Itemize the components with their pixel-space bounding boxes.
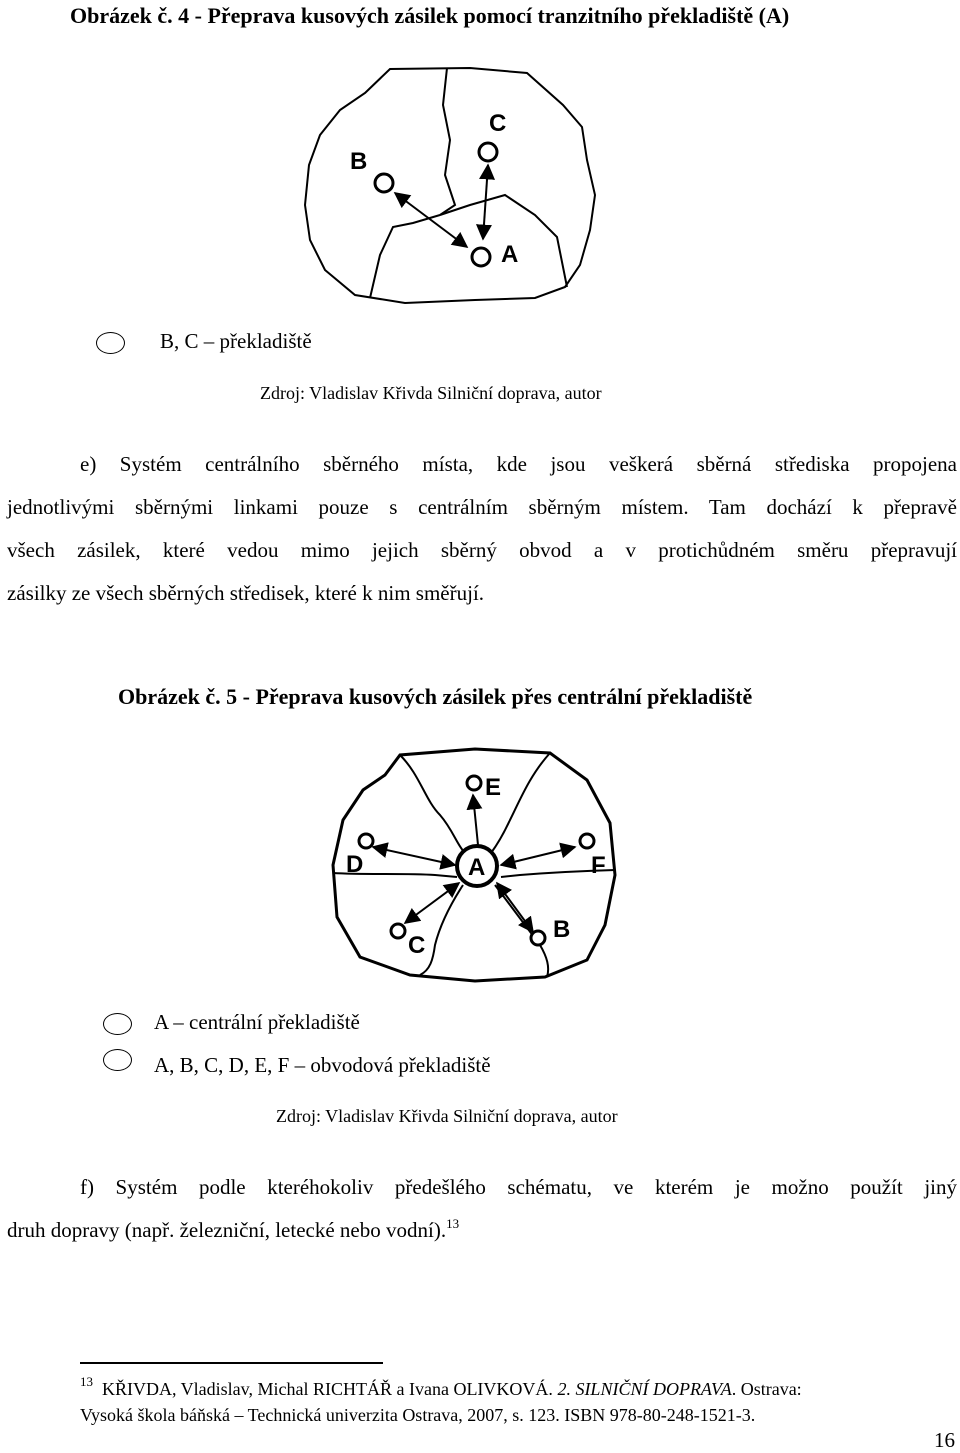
- node-b: [375, 174, 393, 192]
- paragraph-e: [7, 443, 957, 615]
- text-line: e) Systém centrálního sběrného místa, kde jsou veškerá sběrná střediska propojena: [80, 452, 957, 476]
- label-b: B: [350, 148, 368, 175]
- text-line: druh dopravy (např. železniční, letecké nebo vodní).: [7, 1218, 447, 1242]
- footnote-text: . Ostrava:: [731, 1379, 802, 1399]
- label-c: C: [408, 932, 426, 959]
- text-line: všech zásilek, které vedou mimo jejich sběrný obvod a v protichůdném směru přepravují: [7, 538, 957, 562]
- figure-4-caption: Obrázek č. 4 - Přeprava kusových zásilek pomocí tranzitního překladiště (A): [70, 3, 790, 28]
- footnote-title: 2. SILNIČNÍ DOPRAVA: [557, 1379, 732, 1399]
- link-a-b: [497, 883, 533, 932]
- label-f: F: [591, 852, 606, 879]
- footnote-ref: 13: [446, 1216, 460, 1231]
- region-boundary: [491, 753, 550, 853]
- page-number: 16: [934, 1428, 955, 1452]
- label-b: B: [553, 916, 571, 943]
- figure-4-diagram: [295, 65, 615, 305]
- region-boundary: [370, 215, 440, 298]
- footnote-line-2: Vysoká škola báňská – Technická univerzita Ostrava, 2007, s. 123. ISBN 978-80-248-1521-3.: [80, 1405, 756, 1425]
- link-a-c: [405, 883, 459, 923]
- footnote-text: KŘIVDA, Vladislav, Michal RICHTÁŘ a Ivana OLIVKOVÁ.: [102, 1379, 558, 1399]
- link-a-d: [373, 847, 455, 865]
- region-outline: [305, 68, 595, 303]
- label-c: C: [489, 110, 507, 137]
- figure-5-caption: Obrázek č. 5 - Přeprava kusových zásilek přes centrální překladiště: [118, 684, 753, 709]
- node-a: [472, 248, 490, 266]
- legend-item: A, B, C, D, E, F – obvodová překladiště: [154, 1053, 491, 1077]
- figure-5-source: Zdroj: Vladislav Křivda Silniční doprava, autor: [276, 1106, 618, 1126]
- node-d: [359, 834, 373, 848]
- region-boundary: [400, 755, 465, 853]
- region-boundary: [440, 68, 455, 215]
- node-c: [391, 924, 405, 938]
- footnote-part: [80, 1376, 802, 1402]
- text-line: zásilky ze všech sběrných středisek, které k nim směřují.: [7, 581, 485, 605]
- text-line: f) Systém podle kteréhokoliv předešlého schématu, ve kterém je možno použít jiný: [80, 1175, 957, 1199]
- node-b: [531, 931, 545, 945]
- link-a-e: [473, 795, 478, 845]
- node-f: [580, 834, 594, 848]
- figure-4-source: Zdroj: Vladislav Křivda Silniční doprava, autor: [260, 383, 602, 403]
- legend-item: A – centrální překladiště: [154, 1010, 360, 1034]
- text-line-with-ref: [7, 1209, 957, 1252]
- node-e: [467, 776, 481, 790]
- legend-item: B, C – překladiště: [160, 329, 312, 353]
- paragraph-f: [7, 1166, 957, 1252]
- link-a-b: [395, 193, 467, 247]
- label-e: E: [485, 774, 502, 801]
- text-line: jednotlivými sběrnými linkami pouze s centrálním sběrným místem. Tam dochází k přepravě: [7, 495, 957, 519]
- footnote-number: 13: [80, 1374, 93, 1389]
- label-a: A: [501, 241, 519, 268]
- label-a: A: [468, 854, 486, 881]
- label-d: D: [346, 851, 364, 878]
- legend-oval: [103, 1049, 132, 1071]
- legend-oval: [103, 1013, 132, 1035]
- region-boundary: [420, 885, 463, 975]
- link-a-f: [501, 847, 575, 865]
- footnote-line-1: [80, 1376, 956, 1402]
- footnote-separator: [80, 1362, 383, 1364]
- figure-5-diagram: [325, 745, 625, 985]
- footnote: [80, 1376, 956, 1428]
- node-c: [479, 143, 497, 161]
- legend-oval: [96, 332, 125, 354]
